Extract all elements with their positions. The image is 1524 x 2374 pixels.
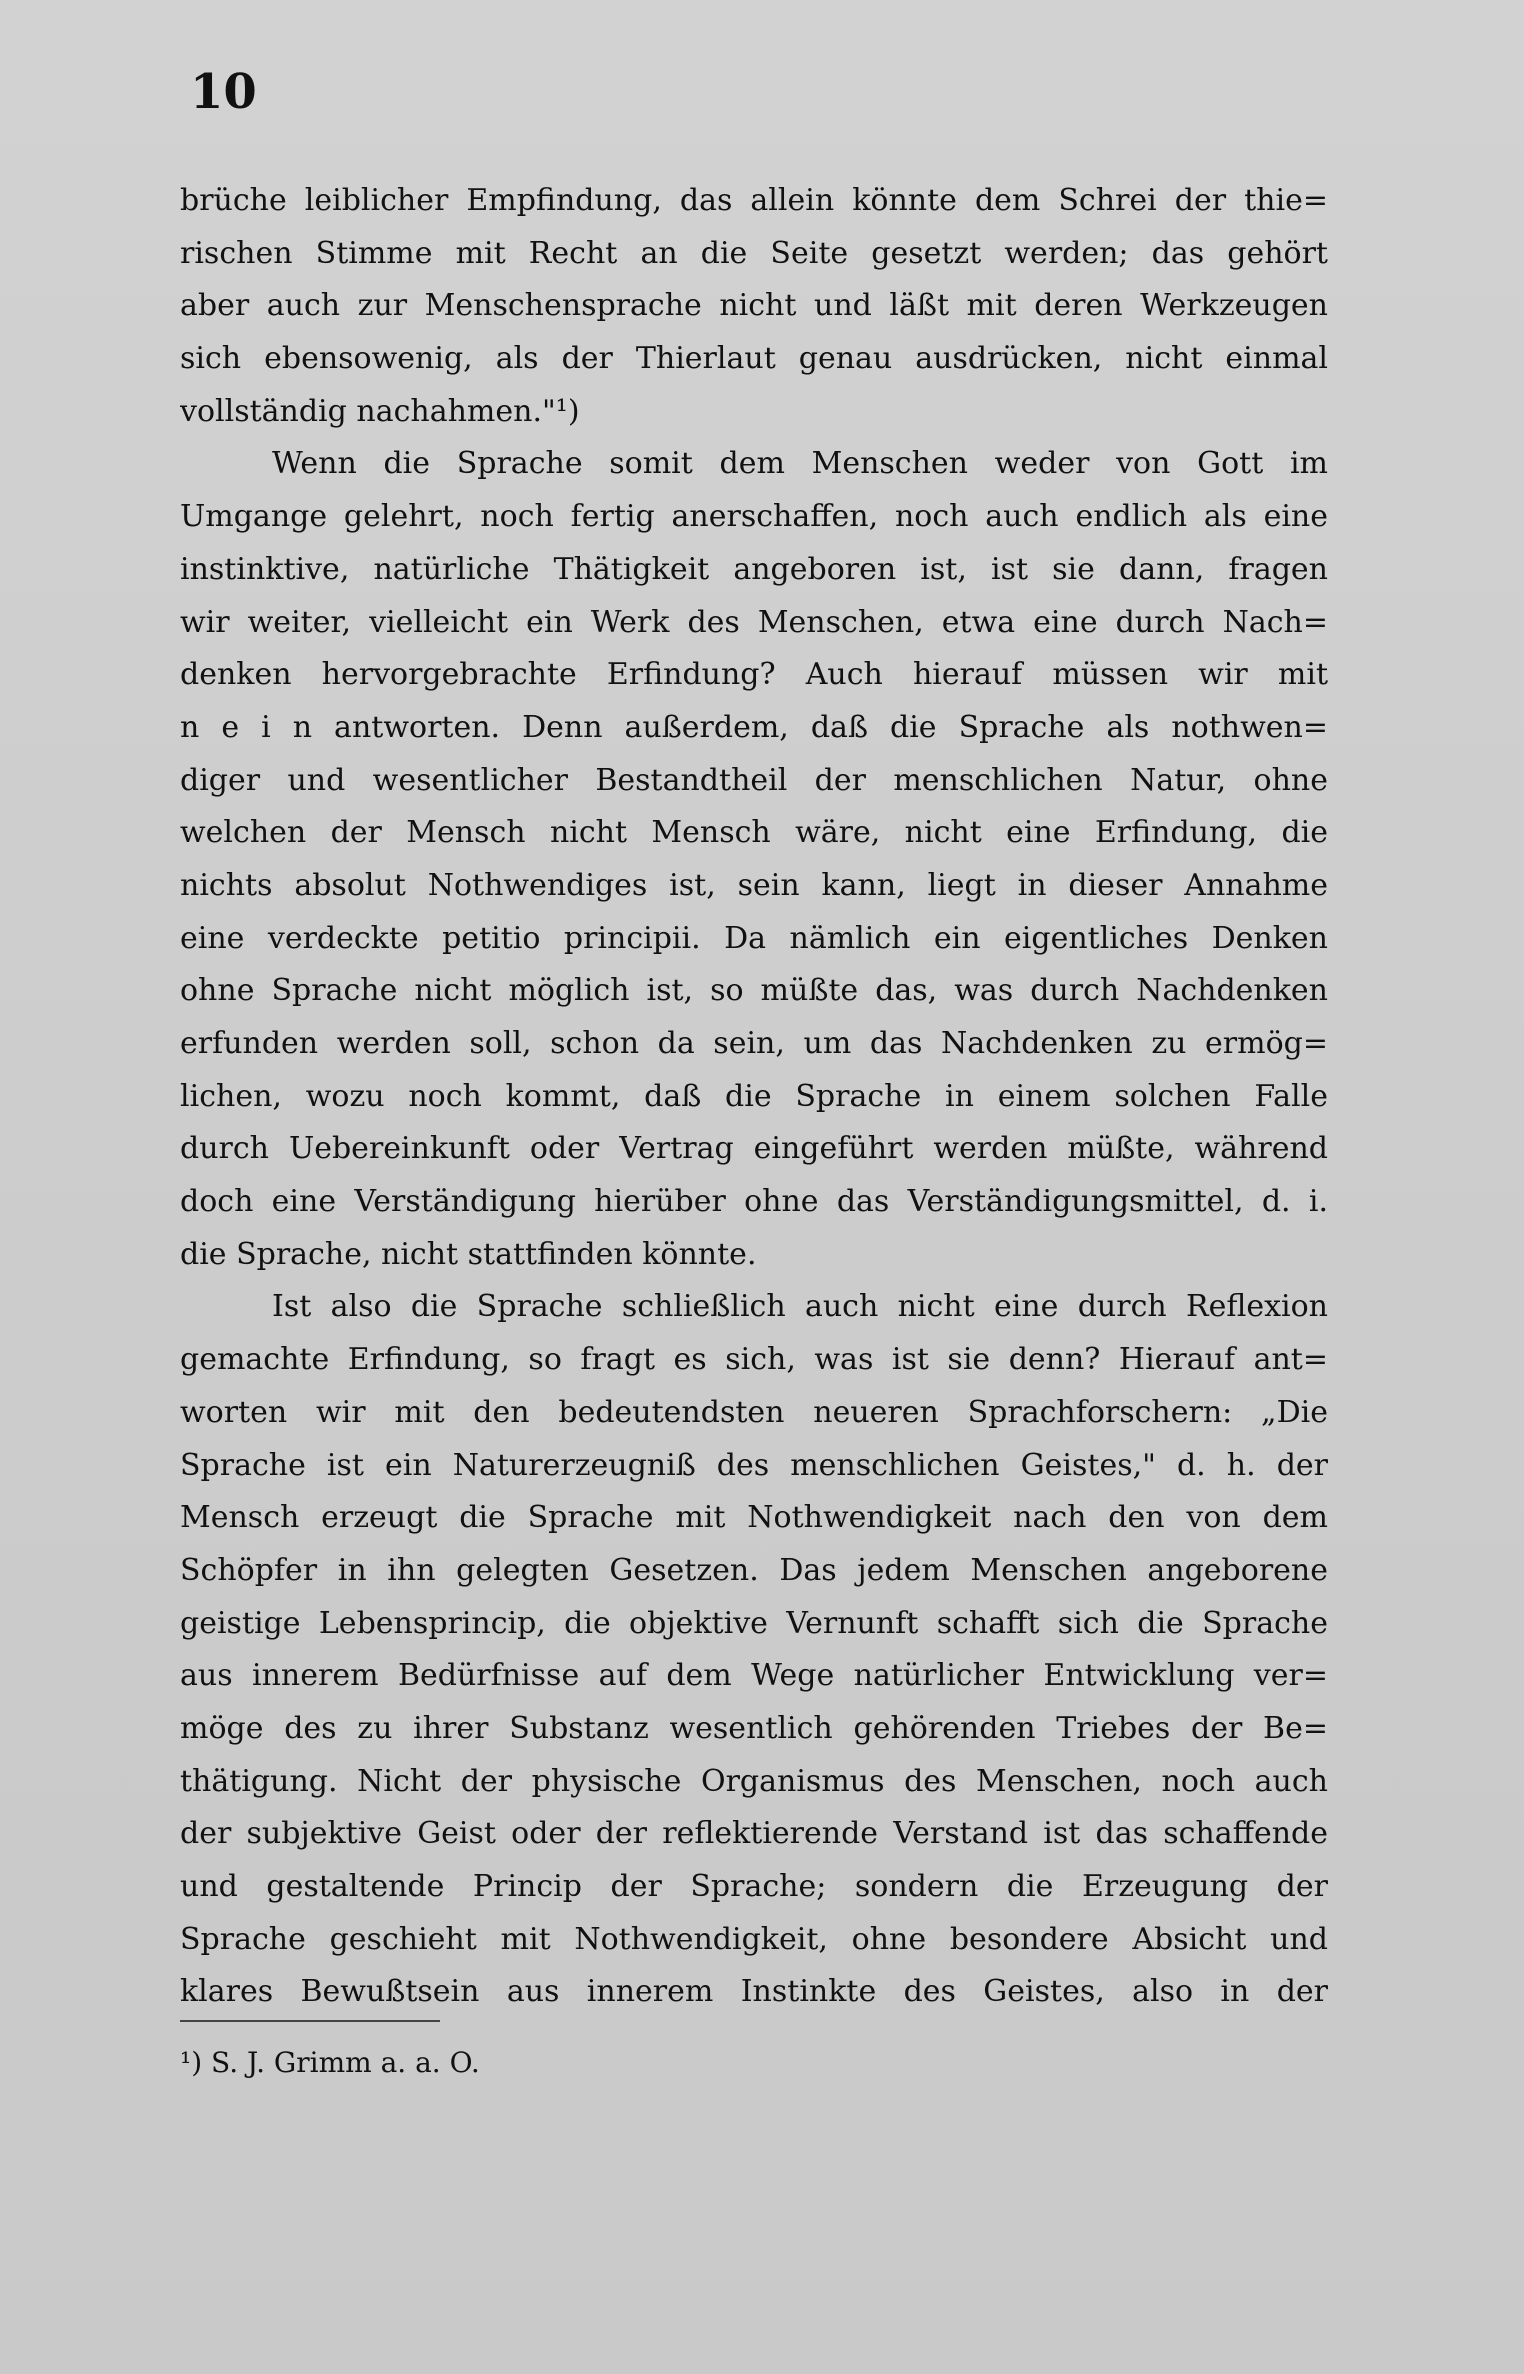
- text-line: diger und wesentlicher Bestandtheil der menschlichen Natur, ohne: [180, 762, 1328, 798]
- text-line: aber auch zur Menschensprache nicht und läßt mit deren Werkzeugen: [180, 288, 1328, 324]
- text-line: n e i n antworten. Denn außerdem, daß die Sprache als nothwen=: [180, 709, 1328, 745]
- text-line: denken hervorgebrachte Erfindung? Auch hierauf müssen wir mit: [180, 657, 1328, 693]
- text-line: durch Uebereinkunft oder Vertrag eingeführt werden müßte, während: [180, 1131, 1328, 1167]
- text-line: eine verdeckte petitio principii. Da nämlich ein eigentliches Denken: [180, 920, 1328, 956]
- text-line: Schöpfer in ihn gelegten Gesetzen. Das jedem Menschen angeborene: [180, 1552, 1328, 1588]
- text-line: doch eine Verständigung hierüber ohne das Verständigungsmittel, d. i.: [180, 1184, 1328, 1220]
- text-line: lichen, wozu noch kommt, daß die Sprache in einem solchen Falle: [180, 1078, 1328, 1114]
- text-line: Sprache geschieht mit Nothwendigkeit, ohne besondere Absicht und: [180, 1921, 1328, 1957]
- text-line: Umgange gelehrt, noch fertig anerschaffen, noch auch endlich als eine: [180, 499, 1328, 535]
- text-line: Mensch erzeugt die Sprache mit Nothwendigkeit nach den von dem: [180, 1500, 1328, 1536]
- text-line: geistige Lebensprincip, die objektive Vernunft schafft sich die Sprache: [180, 1605, 1328, 1641]
- text-line: aus innerem Bedürfnisse auf dem Wege natürlicher Entwicklung ver=: [180, 1658, 1328, 1694]
- page-number: 10: [190, 64, 257, 120]
- text-line: ohne Sprache nicht möglich ist, so müßte das, was durch Nachdenken: [180, 973, 1328, 1009]
- paragraph-first-line: Ist also die Sprache schließlich auch nicht eine durch Reflexion: [272, 1289, 1328, 1325]
- text-line: und gestaltende Princip der Sprache; sondern die Erzeugung der: [180, 1869, 1328, 1904]
- text-line: erfunden werden soll, schon da sein, um das Nachdenken zu ermög=: [180, 1026, 1328, 1061]
- text-line: klares Bewußtsein aus innerem Instinkte des Geistes, also in der: [180, 1974, 1328, 2010]
- text-line: brüche leiblicher Empfindung, das allein könnte dem Schrei der thie=: [180, 183, 1328, 218]
- text-line: sich ebensowenig, als der Thierlaut genau ausdrücken, nicht einmal: [180, 341, 1328, 377]
- text-line: vollständig nachahmen."¹): [180, 393, 580, 429]
- text-line: instinktive, natürliche Thätigkeit angeboren ist, ist sie dann, fragen: [180, 551, 1328, 587]
- text-line: Sprache ist ein Naturerzeugniß des menschlichen Geistes," d. h. der: [180, 1447, 1328, 1483]
- text-line: wir weiter, vielleicht ein Werk des Menschen, etwa eine durch Nach=: [180, 604, 1328, 640]
- text-line: rischen Stimme mit Recht an die Seite gesetzt werden; das gehört: [180, 235, 1328, 271]
- text-line: worten wir mit den bedeutendsten neueren Sprachforschern: „Die: [180, 1394, 1328, 1430]
- text-line: thätigung. Nicht der physische Organismus des Menschen, noch auch: [180, 1763, 1328, 1799]
- text-line: welchen der Mensch nicht Mensch wäre, nicht eine Erfindung, die: [180, 815, 1328, 851]
- body-text: [180, 175, 1328, 2019]
- footnote: ¹) S. J. Grimm a. a. O.: [180, 2046, 480, 2079]
- text-line: gemachte Erfindung, so fragt es sich, was ist sie denn? Hierauf ant=: [180, 1342, 1328, 1378]
- text-line: nichts absolut Nothwendiges ist, sein kann, liegt in dieser Annahme: [180, 867, 1328, 903]
- text-line: möge des zu ihrer Substanz wesentlich gehörenden Triebes der Be=: [180, 1710, 1328, 1746]
- footnote-divider: [180, 2020, 440, 2022]
- text-line: der subjektive Geist oder der reflektierende Verstand ist das schaffende: [180, 1816, 1328, 1852]
- paragraph-first-line: Wenn die Sprache somit dem Menschen weder von Gott im: [272, 446, 1328, 482]
- text-line: die Sprache, nicht stattfinden könnte.: [180, 1236, 757, 1272]
